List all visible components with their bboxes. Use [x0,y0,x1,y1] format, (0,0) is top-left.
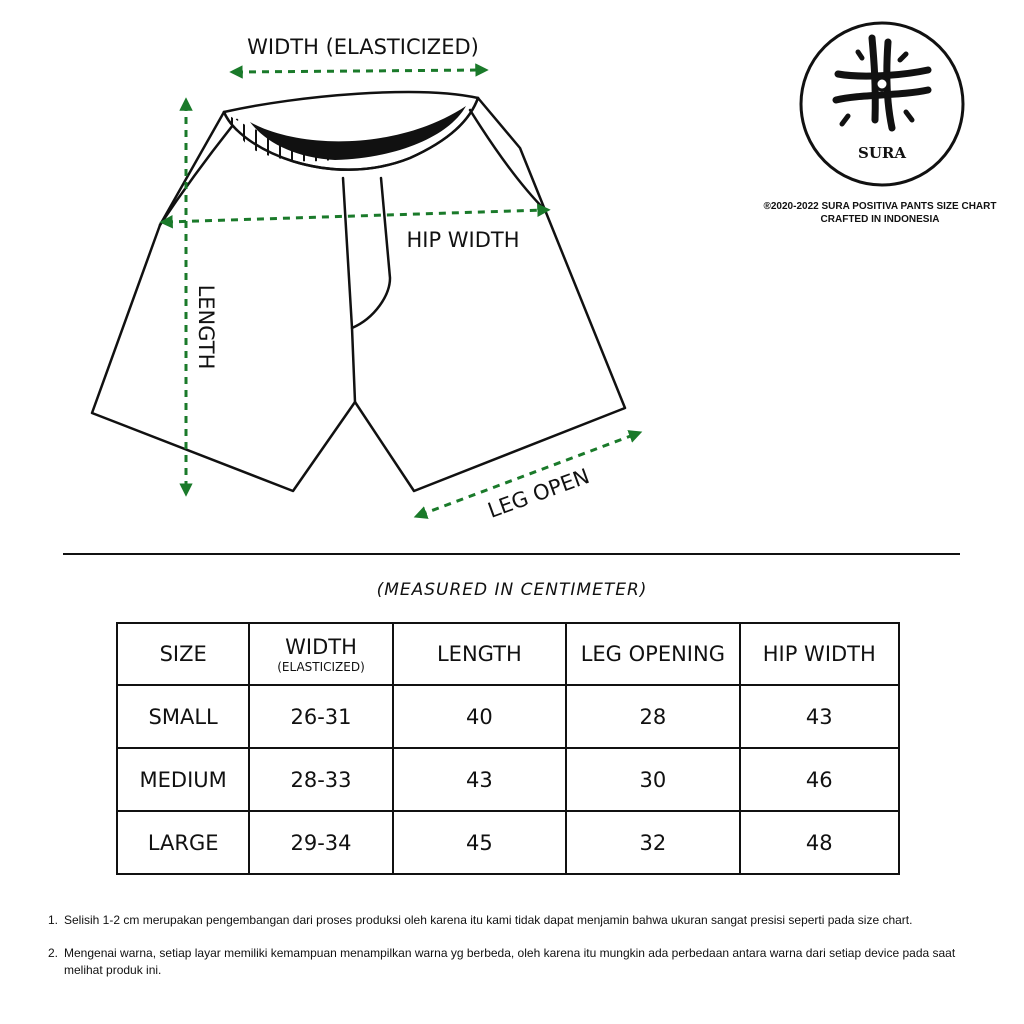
width-cell: 28-33 [249,748,392,811]
note-item [48,912,978,929]
leg-opening-cell: 28 [566,685,739,748]
header-hip-width: HIP WIDTH [740,623,899,685]
length-cell: 45 [393,811,566,874]
length-cell: 43 [393,748,566,811]
width-cell: 29-34 [249,811,392,874]
hip-width-cell: 46 [740,748,899,811]
logo [801,23,963,185]
leg-opening-cell: 30 [566,748,739,811]
leg-opening-cell: 32 [566,811,739,874]
notes [48,912,978,995]
width-arrow [236,70,482,72]
length-cell: 40 [393,685,566,748]
leg-label: LEG OPEN [484,464,593,523]
length-label: LENGTH [194,284,218,370]
note-text: Mengenai warna, setiap layar memiliki kemampuan menampilkan warna yg berbeda, oleh karena itu mungkin ada perbedaan antara warna dari setiap device pada saat melihat produk ini. [64,946,956,977]
header-length: LENGTH [393,623,566,685]
table-header-row [117,623,899,685]
note-text: Selisih 1-2 cm merupakan pengembangan dari proses produksi oleh karena itu kami tidak dapat menjamin bahwa ukuran sangat presisi seperti pada size chart. [64,913,913,927]
hip-width-cell: 48 [740,811,899,874]
header-size: SIZE [117,623,249,685]
size-table [116,622,900,875]
copyright-line: ®2020-2022 SURA POSITIVA PANTS SIZE CHART [763,201,997,212]
size-cell: SMALL [117,685,249,748]
table-row [117,811,899,874]
width-cell: 26-31 [249,685,392,748]
size-cell: MEDIUM [117,748,249,811]
hip-label: HIP WIDTH [406,228,520,252]
hip-width-cell: 43 [740,685,899,748]
width-label: WIDTH (ELASTICIZED) [247,35,479,59]
measured-caption: (MEASURED IN CENTIMETER) [376,580,648,600]
table-row [117,748,899,811]
note-number: 1. [48,913,59,927]
origin-line: CRAFTED IN INDONESIA [820,214,940,225]
header-leg-opening: LEG OPENING [566,623,739,685]
size-cell: LARGE [117,811,249,874]
header-width-sub: (ELASTICIZED) [277,659,365,674]
note-number: 2. [48,946,59,960]
table-row [117,685,899,748]
copyright [740,200,1020,226]
note-item [48,945,978,979]
logo-text: SURA [857,144,907,162]
header-width [249,623,392,685]
header-width-label: WIDTH [285,634,357,659]
divider [63,553,960,555]
